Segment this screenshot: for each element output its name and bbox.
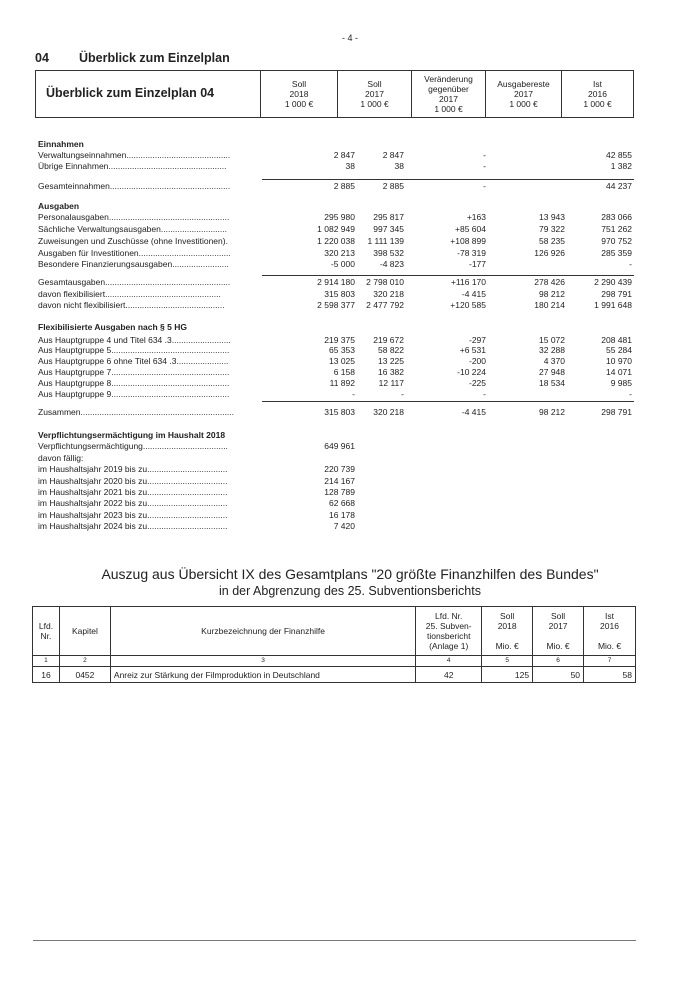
row-value: 11 892 bbox=[329, 378, 355, 388]
row-label: Gesamtausgaben..................................................... bbox=[38, 277, 231, 287]
overview-row bbox=[38, 224, 634, 235]
header-text: Ist bbox=[605, 611, 614, 621]
row-value: 278 426 bbox=[534, 277, 565, 287]
row-value: - bbox=[352, 389, 355, 399]
row-label: Verpflichtungsermächtigung.................................... bbox=[38, 441, 228, 451]
row-value: 58 822 bbox=[378, 345, 404, 355]
row-label: Ausgaben bbox=[38, 201, 80, 211]
header-text: 2017 bbox=[548, 621, 568, 631]
header-lfd-nr bbox=[33, 607, 60, 656]
row-value: 12 117 bbox=[378, 378, 404, 388]
row-value: 2 914 180 bbox=[317, 277, 355, 287]
row-value: 208 481 bbox=[601, 335, 632, 345]
column-header-soll-2018 bbox=[260, 70, 337, 118]
row-value: 126 926 bbox=[534, 248, 565, 258]
column-number: 2 bbox=[59, 656, 110, 667]
row-label: im Haushaltsjahr 2022 bis zu.................................. bbox=[38, 498, 228, 508]
column-header-ausgabereste bbox=[485, 70, 561, 118]
row-value: 295 980 bbox=[324, 212, 355, 222]
row-value: -225 bbox=[468, 378, 486, 388]
column-header-line: gegenüber bbox=[428, 84, 469, 94]
row-value: 15 072 bbox=[539, 335, 565, 345]
row-value: 295 817 bbox=[373, 212, 404, 222]
row-value: 1 382 bbox=[610, 161, 632, 171]
row-value: 751 262 bbox=[601, 224, 632, 234]
row-value: 9 985 bbox=[610, 378, 632, 388]
column-header-soll-2017 bbox=[337, 70, 411, 118]
row-value: -177 bbox=[468, 259, 486, 269]
header-text: 2018 bbox=[497, 621, 517, 631]
column-number: 1 bbox=[33, 656, 60, 667]
row-value: - bbox=[483, 181, 486, 191]
row-value: 320 213 bbox=[324, 248, 355, 258]
overview-row bbox=[38, 259, 634, 270]
overview-row bbox=[38, 367, 634, 378]
column-header-line: Ausgabereste bbox=[497, 79, 550, 89]
row-value: +6 531 bbox=[459, 345, 486, 355]
section-number: 04 bbox=[35, 51, 49, 65]
subsidy-title: Auszug aus Übersicht IX des Gesamtplans "20 größte Finanzhilfen des Bundes" bbox=[101, 566, 599, 582]
sum-rule bbox=[262, 275, 634, 276]
row-value: 4 370 bbox=[543, 356, 565, 366]
row-value: 10 970 bbox=[606, 356, 632, 366]
row-value: 7 420 bbox=[333, 521, 355, 531]
row-value: 62 668 bbox=[329, 498, 355, 508]
header-text: (Anlage 1) bbox=[429, 641, 469, 651]
column-number: 3 bbox=[110, 656, 415, 667]
overview-row bbox=[38, 441, 634, 452]
row-value: 2 847 bbox=[382, 150, 404, 160]
row-value: 1 220 038 bbox=[317, 236, 355, 246]
header-text: Nr. bbox=[40, 631, 52, 641]
header-text: tionsbericht bbox=[426, 631, 471, 641]
overview-row bbox=[38, 378, 634, 389]
footer-rule bbox=[33, 940, 636, 941]
subsidy-subtitle: in der Abgrenzung des 25. Subventionsberichts bbox=[219, 584, 481, 598]
overview-row bbox=[38, 453, 634, 464]
column-header-veraenderung bbox=[411, 70, 485, 118]
row-value: 38 bbox=[345, 161, 355, 171]
row-value: 219 672 bbox=[373, 335, 404, 345]
row-value: 13 225 bbox=[378, 356, 404, 366]
row-label: im Haushaltsjahr 2019 bis zu.................................. bbox=[38, 464, 228, 474]
row-label: Aus Hauptgruppe 4 und Titel 634 .3......................... bbox=[38, 335, 231, 345]
overview-title: Überblick zum Einzelplan 04 bbox=[46, 86, 215, 100]
header-ist-2016 bbox=[584, 607, 636, 656]
column-header-line: 1 000 € bbox=[509, 99, 538, 109]
row-value: -200 bbox=[468, 356, 486, 366]
row-value: 285 359 bbox=[601, 248, 632, 258]
row-label: Übrige Einnahmen.................................................. bbox=[38, 161, 227, 171]
row-value: -4 415 bbox=[461, 407, 486, 417]
row-label: davon fällig: bbox=[38, 453, 84, 463]
row-label: im Haushaltsjahr 2024 bis zu.................................. bbox=[38, 521, 228, 531]
row-value: 16 178 bbox=[329, 510, 355, 520]
section-title: Überblick zum Einzelplan bbox=[79, 51, 230, 65]
overview-row bbox=[38, 476, 634, 487]
column-header-line: 2017 bbox=[365, 89, 384, 99]
cell-bezeichnung: Anreiz zur Stärkung der Filmproduktion in Deutschland bbox=[110, 667, 415, 683]
row-label: Verwaltungseinnahmen............................................ bbox=[38, 150, 231, 160]
row-value: 220 739 bbox=[324, 464, 355, 474]
row-label: Aus Hauptgruppe 6 ohne Titel 634 .3...................... bbox=[38, 356, 229, 366]
row-label: im Haushaltsjahr 2021 bis zu.................................. bbox=[38, 487, 228, 497]
row-value: +108 899 bbox=[450, 236, 486, 246]
row-label: Aus Hauptgruppe 5.................................................. bbox=[38, 345, 230, 355]
row-label: Flexibilisierte Ausgaben nach § 5 HG bbox=[38, 322, 187, 332]
row-value: 65 353 bbox=[329, 345, 355, 355]
section-heading bbox=[35, 51, 230, 65]
cell-kapitel: 0452 bbox=[59, 667, 110, 683]
overview-row bbox=[38, 300, 634, 311]
overview-row bbox=[38, 212, 634, 223]
header-text: Lfd. bbox=[38, 621, 54, 631]
row-value: 58 235 bbox=[539, 236, 565, 246]
row-value: 315 803 bbox=[324, 407, 355, 417]
cell-lfd: 16 bbox=[33, 667, 60, 683]
row-value: -4 823 bbox=[379, 259, 404, 269]
row-value: 283 066 bbox=[601, 212, 632, 222]
overview-row bbox=[38, 150, 634, 161]
row-value: 6 158 bbox=[333, 367, 355, 377]
row-value: 1 991 648 bbox=[594, 300, 632, 310]
row-value: 2 290 439 bbox=[594, 277, 632, 287]
row-value: 298 791 bbox=[601, 407, 632, 417]
row-label: Zuweisungen und Zuschüsse (ohne Investitionen). bbox=[38, 236, 228, 246]
row-value: 98 212 bbox=[539, 289, 565, 299]
overview-row bbox=[38, 345, 634, 356]
row-value: 13 943 bbox=[539, 212, 565, 222]
page-number: - 4 - bbox=[341, 33, 358, 43]
row-label: Zusammen................................................................. bbox=[38, 407, 235, 417]
overview-row bbox=[38, 464, 634, 475]
row-value: 27 948 bbox=[539, 367, 565, 377]
row-label: Aus Hauptgruppe 7.................................................. bbox=[38, 367, 230, 377]
row-value: 320 218 bbox=[373, 407, 404, 417]
row-value: 219 375 bbox=[324, 335, 355, 345]
row-value: - bbox=[629, 259, 632, 269]
row-value: 298 791 bbox=[601, 289, 632, 299]
header-unit: Mio. € bbox=[597, 641, 622, 651]
column-number: 5 bbox=[482, 656, 533, 667]
cell-ref: 42 bbox=[416, 667, 482, 683]
row-value: 128 789 bbox=[324, 487, 355, 497]
row-value: 214 167 bbox=[324, 476, 355, 486]
overview-row bbox=[38, 521, 634, 532]
header-subventionsbericht bbox=[416, 607, 482, 656]
row-label: Verpflichtungsermächtigung im Haushalt 2018 bbox=[38, 430, 226, 440]
column-header-line: 1 000 € bbox=[583, 99, 612, 109]
row-value: 32 288 bbox=[539, 345, 565, 355]
column-header-line: 2018 bbox=[289, 89, 309, 99]
subsidy-table bbox=[32, 606, 636, 683]
row-label: Aus Hauptgruppe 8.................................................. bbox=[38, 378, 230, 388]
row-value: 44 237 bbox=[606, 181, 632, 191]
cell-soll-2017: 50 bbox=[533, 667, 584, 683]
row-value: 1 082 949 bbox=[317, 224, 355, 234]
row-value: - bbox=[483, 161, 486, 171]
row-value: 79 322 bbox=[539, 224, 565, 234]
overview-group-heading bbox=[38, 139, 634, 150]
column-number: 4 bbox=[416, 656, 482, 667]
row-value: -297 bbox=[468, 335, 486, 345]
row-value: - bbox=[483, 389, 486, 399]
overview-row bbox=[38, 510, 634, 521]
row-label: Personalausgaben................................................... bbox=[38, 212, 230, 222]
row-value: -78 319 bbox=[457, 248, 486, 258]
sum-rule bbox=[262, 401, 634, 402]
subsidy-header-row bbox=[33, 607, 636, 656]
row-value: 2 847 bbox=[333, 150, 355, 160]
row-label: Besondere Finanzierungsausgaben........................ bbox=[38, 259, 229, 269]
row-value: 315 803 bbox=[324, 289, 355, 299]
row-value: 13 025 bbox=[329, 356, 355, 366]
row-value: 398 532 bbox=[373, 248, 404, 258]
header-text: Lfd. Nr. bbox=[435, 611, 463, 621]
overview-row bbox=[38, 181, 634, 192]
row-value: 16 382 bbox=[378, 367, 404, 377]
column-header-line: Soll bbox=[291, 79, 307, 89]
cell-soll-2018: 125 bbox=[482, 667, 533, 683]
header-soll-2018 bbox=[482, 607, 533, 656]
column-number: 6 bbox=[533, 656, 584, 667]
row-value: 55 284 bbox=[606, 345, 632, 355]
row-value: +163 bbox=[466, 212, 486, 222]
overview-row bbox=[38, 487, 634, 498]
row-value: +120 585 bbox=[450, 300, 486, 310]
row-value: -5 000 bbox=[330, 259, 355, 269]
sum-rule bbox=[262, 179, 634, 180]
header-soll-2017 bbox=[533, 607, 584, 656]
row-value: 970 752 bbox=[601, 236, 632, 246]
overview-row bbox=[38, 236, 634, 247]
row-value: 38 bbox=[394, 161, 404, 171]
row-value: 997 345 bbox=[373, 224, 404, 234]
row-value: +116 170 bbox=[450, 277, 486, 287]
row-value: 2 598 377 bbox=[317, 300, 355, 310]
row-value: 2 798 010 bbox=[366, 277, 404, 287]
overview-group-heading bbox=[38, 322, 634, 333]
row-value: 98 212 bbox=[539, 407, 565, 417]
row-value: 1 111 139 bbox=[367, 236, 404, 246]
column-number: 7 bbox=[584, 656, 636, 667]
row-label: davon flexibilisiert................................................. bbox=[38, 289, 221, 299]
header-unit: Mio. € bbox=[495, 641, 519, 651]
overview-row bbox=[38, 407, 634, 418]
row-label: Einnahmen bbox=[38, 139, 84, 149]
row-value: 18 534 bbox=[539, 378, 565, 388]
column-header-line: 2017 bbox=[514, 89, 533, 99]
cell-ist-2016: 58 bbox=[584, 667, 636, 683]
header-text: Soll bbox=[550, 611, 566, 621]
row-value: +85 604 bbox=[455, 224, 486, 234]
overview-row bbox=[38, 248, 634, 259]
header-text: Soll bbox=[500, 611, 515, 621]
row-label: im Haushaltsjahr 2020 bis zu.................................. bbox=[38, 476, 228, 486]
column-header-line: 1 000 € bbox=[434, 104, 463, 114]
column-header-line: Veränderung bbox=[424, 74, 473, 84]
header-unit: Mio. € bbox=[546, 641, 570, 651]
row-value: 42 855 bbox=[606, 150, 632, 160]
row-label: Aus Hauptgruppe 9.................................................. bbox=[38, 389, 230, 399]
column-number-row bbox=[33, 656, 636, 667]
column-header-line: 1 000 € bbox=[360, 99, 389, 109]
row-label: Ausgaben für Investitionen....................................... bbox=[38, 248, 231, 258]
row-label: Sächliche Verwaltungsausgaben............................ bbox=[38, 224, 227, 234]
header-text: 25. Subven- bbox=[425, 621, 472, 631]
overview-row bbox=[38, 161, 634, 172]
row-value: 649 961 bbox=[324, 441, 355, 451]
column-header-line: 2016 bbox=[588, 89, 607, 99]
row-value: - bbox=[401, 389, 404, 399]
column-header-ist-2016 bbox=[561, 70, 634, 118]
row-value: 2 477 792 bbox=[366, 300, 404, 310]
row-label: davon nicht flexibilisiert.......................................... bbox=[38, 300, 225, 310]
row-value: - bbox=[629, 389, 632, 399]
column-header-line: Ist bbox=[593, 79, 602, 89]
row-value: 320 218 bbox=[373, 289, 404, 299]
row-value: 2 885 bbox=[333, 181, 355, 191]
row-label: im Haushaltsjahr 2023 bis zu.................................. bbox=[38, 510, 228, 520]
column-header-line: Soll bbox=[367, 79, 382, 89]
column-header-line: 2017 bbox=[439, 94, 458, 104]
overview-row bbox=[38, 277, 634, 288]
row-value: 14 071 bbox=[606, 367, 632, 377]
row-value: - bbox=[483, 150, 486, 160]
row-label: Gesamteinnahmen................................................... bbox=[38, 181, 231, 191]
overview-group-heading bbox=[38, 430, 634, 441]
column-header-line: 1 000 € bbox=[284, 99, 314, 109]
row-value: 180 214 bbox=[534, 300, 565, 310]
table-row bbox=[33, 667, 636, 683]
row-value: 2 885 bbox=[382, 181, 404, 191]
overview-row bbox=[38, 389, 634, 400]
header-text: 2016 bbox=[600, 621, 619, 631]
overview-row bbox=[38, 498, 634, 509]
row-value: -10 224 bbox=[457, 367, 486, 377]
row-value: -4 415 bbox=[461, 289, 486, 299]
overview-row bbox=[38, 289, 634, 300]
header-kapitel: Kapitel bbox=[59, 607, 110, 656]
overview-group-heading bbox=[38, 201, 634, 212]
header-bezeichnung: Kurzbezeichnung der Finanzhilfe bbox=[110, 607, 415, 656]
overview-row bbox=[38, 356, 634, 367]
